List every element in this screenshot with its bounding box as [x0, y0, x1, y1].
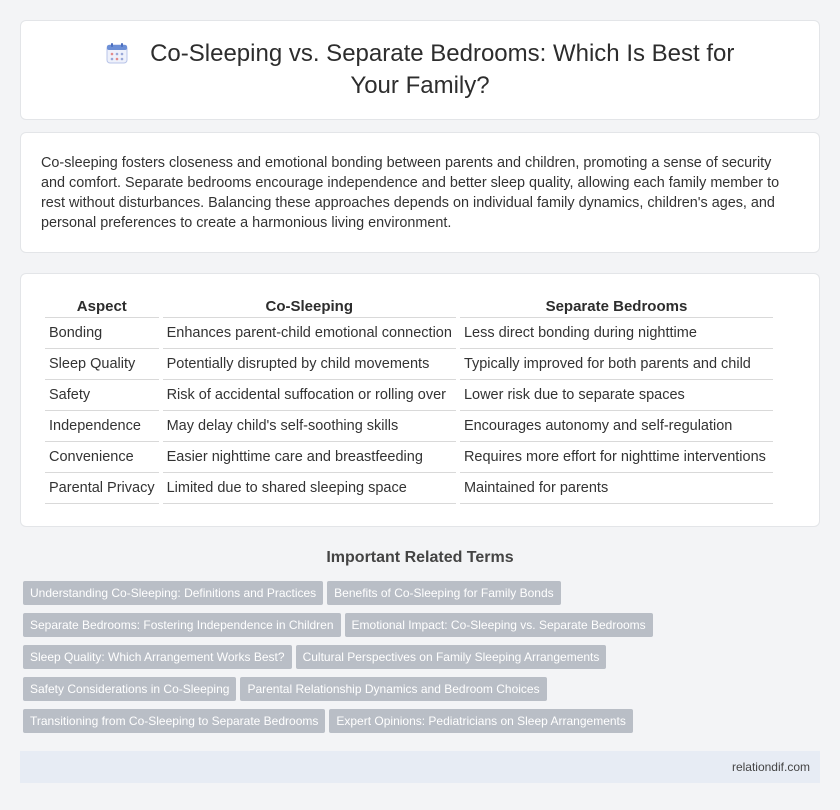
intro-paragraph: Co-sleeping fosters closeness and emotional bonding between parents and children, promoting a sense of security and comfort. Separate bedrooms encourage independence and better sleep quality, allowing each family member to rest without disturbances. Balancing these approaches depends on individual family dynamics, children's ages, and personal preferences to create a harmonious living environment. [41, 155, 780, 231]
related-term-tag[interactable]: Expert Opinions: Pediatricians on Sleep Arrangements [329, 709, 633, 733]
cell-aspect: Parental Privacy [45, 473, 159, 504]
cell-separate-bedrooms: Lower risk due to separate spaces [460, 380, 773, 411]
cell-co-sleeping: Potentially disrupted by child movements [163, 349, 456, 380]
table-row [45, 349, 773, 380]
table-row [45, 380, 773, 411]
tag-row [23, 645, 820, 677]
table-header-row [45, 296, 773, 318]
related-term-tag[interactable]: Transitioning from Co-Sleeping to Separate Bedrooms [23, 709, 325, 733]
related-term-tag[interactable]: Understanding Co-Sleeping: Definitions and Practices [23, 581, 323, 605]
cell-co-sleeping: Easier nighttime care and breastfeeding [163, 442, 456, 473]
related-term-tag[interactable]: Benefits of Co-Sleeping for Family Bonds [327, 581, 560, 605]
cell-aspect: Bonding [45, 318, 159, 349]
cell-co-sleeping: Limited due to shared sleeping space [163, 473, 456, 504]
table-row [45, 318, 773, 349]
table-row [45, 411, 773, 442]
cell-aspect: Independence [45, 411, 159, 442]
comparison-table [41, 296, 777, 504]
related-term-tag[interactable]: Emotional Impact: Co-Sleeping vs. Separate Bedrooms [345, 613, 653, 637]
title-card [20, 20, 820, 120]
cell-aspect: Convenience [45, 442, 159, 473]
calendar-icon [106, 42, 128, 64]
title-wrap [81, 38, 759, 102]
footer-site-link[interactable]: relationdif.com [731, 760, 810, 774]
tag-row [23, 709, 820, 741]
related-term-tag[interactable]: Safety Considerations in Co-Sleeping [23, 677, 236, 701]
header-aspect: Aspect [45, 296, 159, 318]
related-term-tag[interactable]: Parental Relationship Dynamics and Bedroom Choices [240, 677, 546, 701]
tag-row [23, 581, 820, 613]
related-term-tag[interactable]: Sleep Quality: Which Arrangement Works Best? [23, 645, 292, 669]
table-row [45, 473, 773, 504]
related-terms-list [20, 581, 820, 741]
related-terms-heading: Important Related Terms [326, 549, 514, 566]
cell-co-sleeping: Enhances parent-child emotional connection [163, 318, 456, 349]
cell-separate-bedrooms: Less direct bonding during nighttime [460, 318, 773, 349]
tag-row [23, 613, 820, 645]
header-co-sleeping: Co-Sleeping [163, 296, 456, 318]
table-row [45, 442, 773, 473]
cell-separate-bedrooms: Requires more effort for nighttime interventions [460, 442, 773, 473]
related-term-tag[interactable]: Cultural Perspectives on Family Sleeping Arrangements [296, 645, 607, 669]
cell-separate-bedrooms: Typically improved for both parents and child [460, 349, 773, 380]
cell-co-sleeping: Risk of accidental suffocation or rolling over [163, 380, 456, 411]
cell-separate-bedrooms: Maintained for parents [460, 473, 773, 504]
page-title: Co-Sleeping vs. Separate Bedrooms: Which Is Best for Your Family? [150, 40, 735, 99]
header-separate-bedrooms: Separate Bedrooms [460, 296, 773, 318]
cell-aspect: Sleep Quality [45, 349, 159, 380]
tag-row [23, 677, 820, 709]
footer [20, 751, 820, 783]
intro-card [20, 132, 820, 253]
related-term-tag[interactable]: Separate Bedrooms: Fostering Independence in Children [23, 613, 341, 637]
comparison-card [20, 273, 820, 527]
cell-co-sleeping: May delay child's self-soothing skills [163, 411, 456, 442]
cell-aspect: Safety [45, 380, 159, 411]
cell-separate-bedrooms: Encourages autonomy and self-regulation [460, 411, 773, 442]
